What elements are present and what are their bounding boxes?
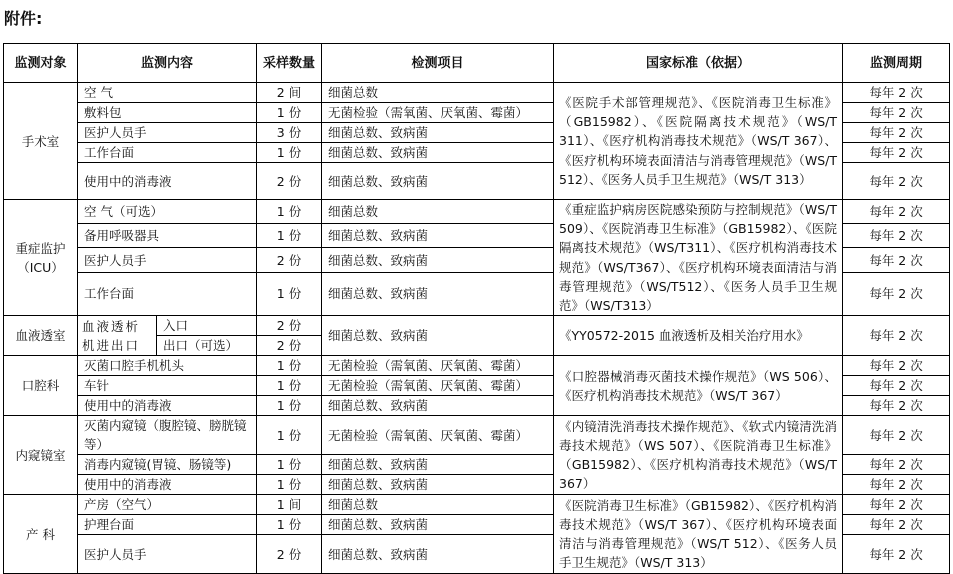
monitor-content: 产房（空气） <box>78 495 257 515</box>
header-content: 监测内容 <box>78 44 257 83</box>
monitor-content: 空 气 <box>78 83 257 103</box>
header-test: 检测项目 <box>322 44 554 83</box>
test-item: 细菌总数、致病菌 <box>322 515 554 535</box>
monitor-period: 每年 2 次 <box>843 123 950 143</box>
monitor-content: 工作台面 <box>78 143 257 163</box>
test-item: 细菌总数、致病菌 <box>322 123 554 143</box>
test-item: 无菌检验（需氧菌、厌氧菌、霉菌） <box>322 416 554 455</box>
header-standard: 国家标准（依据） <box>554 44 843 83</box>
monitor-content: 灭菌内窥镜（腹腔镜、膀胱镜等） <box>78 416 257 455</box>
header-quantity: 采样数量 <box>257 44 322 83</box>
monitor-period: 每年 2 次 <box>843 316 950 356</box>
monitor-period: 每年 2 次 <box>843 248 950 272</box>
monitor-period: 每年 2 次 <box>843 376 950 396</box>
monitor-content: 敷料包 <box>78 103 257 123</box>
sample-quantity: 1 份 <box>257 272 322 316</box>
sample-quantity: 3 份 <box>257 123 322 143</box>
test-item: 细菌总数、致病菌 <box>322 535 554 574</box>
test-item: 细菌总数、致病菌 <box>322 224 554 248</box>
test-item: 细菌总数、致病菌 <box>322 272 554 316</box>
test-item: 细菌总数、致病菌 <box>322 163 554 200</box>
national-standard: 《医院消毒卫生标准》（GB15982）、《医疗机构消毒技术规范》（WS/T 367）、《医疗机构环境表面清洁与消毒管理规范》（WS/T 512）、《医务人员手卫生规范》（WS/T 313） <box>554 495 843 574</box>
monitor-content: 血液透析机进出口 <box>78 316 157 356</box>
monitor-object: 口腔科 <box>4 356 78 416</box>
test-item: 无菌检验（需氧菌、厌氧菌、霉菌） <box>322 376 554 396</box>
monitor-content: 灭菌口腔手机机头 <box>78 356 257 376</box>
monitor-content: 医护人员手 <box>78 535 257 574</box>
monitor-object: 重症监护（ICU） <box>4 200 78 316</box>
header-period: 监测周期 <box>843 44 950 83</box>
test-item: 细菌总数、致病菌 <box>322 316 554 356</box>
test-item: 无菌检验（需氧菌、厌氧菌、霉菌） <box>322 356 554 376</box>
test-item: 细菌总数、致病菌 <box>322 475 554 495</box>
table-row <box>4 416 950 455</box>
test-item: 细菌总数、致病菌 <box>322 143 554 163</box>
monitor-content: 空 气（可选） <box>78 200 257 224</box>
monitor-content: 使用中的消毒液 <box>78 163 257 200</box>
monitor-content: 护理台面 <box>78 515 257 535</box>
sample-quantity: 1 份 <box>257 200 322 224</box>
national-standard: 《内镜清洗消毒技术操作规范》、《软式内镜清洗消毒技术规范》（WS 507）、《医院消毒卫生标准》（GB15982）、《医疗机构消毒技术规范》（WS/T 367） <box>554 416 843 495</box>
monitor-period: 每年 2 次 <box>843 103 950 123</box>
test-item: 细菌总数 <box>322 200 554 224</box>
monitor-period: 每年 2 次 <box>843 495 950 515</box>
monitor-content: 医护人员手 <box>78 123 257 143</box>
test-item: 细菌总数 <box>322 495 554 515</box>
sample-quantity: 2 份 <box>257 535 322 574</box>
sample-quantity: 2 份 <box>257 316 322 336</box>
table-row <box>4 316 950 336</box>
sample-quantity: 1 份 <box>257 515 322 535</box>
sample-quantity: 1 份 <box>257 224 322 248</box>
monitor-period: 每年 2 次 <box>843 224 950 248</box>
sample-quantity: 1 份 <box>257 103 322 123</box>
national-standard: 《重症监护病房医院感染预防与控制规范》（WS/T 509）、《医院消毒卫生标准》（GB15982）、《医院隔离技术规范》（WS/T311）、《医疗机构消毒技术规范》（WS/T367）、《医疗机构环境表面清洁与消毒管理规范》（WS/T512）、《医务人员手卫生规范》（WS/T313） <box>554 200 843 316</box>
monitor-object: 内窥镜室 <box>4 416 78 495</box>
monitor-object: 产 科 <box>4 495 78 574</box>
monitor-content: 使用中的消毒液 <box>78 396 257 416</box>
attachment-title: 附件: <box>4 9 43 28</box>
table-row <box>4 200 950 224</box>
monitor-content: 使用中的消毒液 <box>78 475 257 495</box>
sample-quantity: 1 份 <box>257 143 322 163</box>
table-row <box>4 356 950 376</box>
monitor-period: 每年 2 次 <box>843 416 950 455</box>
monitor-period: 每年 2 次 <box>843 515 950 535</box>
national-standard: 《YY0572-2015 血液透析及相关治疗用水》 <box>554 316 843 356</box>
table-row <box>4 83 950 103</box>
monitor-period: 每年 2 次 <box>843 143 950 163</box>
monitor-period: 每年 2 次 <box>843 83 950 103</box>
sample-quantity: 1 份 <box>257 376 322 396</box>
monitor-period: 每年 2 次 <box>843 356 950 376</box>
header-row <box>4 44 950 83</box>
monitor-period: 每年 2 次 <box>843 475 950 495</box>
national-standard: 《医院手术部管理规范》、《医院消毒卫生标准》（GB15982）、《医院隔离技术规范》（WS/T 311）、《医疗机构消毒技术规范》（WS/T 367）、《医疗机构环境表面清洁与消毒管理规范》（WS/T 512）、《医务人员手卫生规范》（WS/T 313） <box>554 83 843 200</box>
sample-quantity: 1 份 <box>257 356 322 376</box>
sample-quantity: 2 份 <box>257 163 322 200</box>
monitor-object: 血液透室 <box>4 316 78 356</box>
sample-quantity: 1 份 <box>257 455 322 475</box>
sample-quantity: 1 份 <box>257 475 322 495</box>
sample-quantity: 2 份 <box>257 248 322 272</box>
monitor-subcontent: 入口 <box>157 316 257 336</box>
table-row <box>4 495 950 515</box>
monitor-period: 每年 2 次 <box>843 200 950 224</box>
monitor-period: 每年 2 次 <box>843 535 950 574</box>
monitor-object: 手术室 <box>4 83 78 200</box>
test-item: 无菌检验（需氧菌、厌氧菌、霉菌） <box>322 103 554 123</box>
monitor-period: 每年 2 次 <box>843 272 950 316</box>
monitor-period: 每年 2 次 <box>843 396 950 416</box>
sample-quantity: 1 份 <box>257 416 322 455</box>
monitor-content: 医护人员手 <box>78 248 257 272</box>
monitor-content: 工作台面 <box>78 272 257 316</box>
monitor-content: 车针 <box>78 376 257 396</box>
test-item: 细菌总数、致病菌 <box>322 455 554 475</box>
monitor-content: 备用呼吸器具 <box>78 224 257 248</box>
monitor-subcontent: 出口（可选） <box>157 336 257 356</box>
sample-quantity: 1 间 <box>257 495 322 515</box>
sample-quantity: 2 份 <box>257 336 322 356</box>
monitor-period: 每年 2 次 <box>843 455 950 475</box>
sample-quantity: 2 间 <box>257 83 322 103</box>
monitor-period: 每年 2 次 <box>843 163 950 200</box>
test-item: 细菌总数、致病菌 <box>322 248 554 272</box>
test-item: 细菌总数、致病菌 <box>322 396 554 416</box>
sample-quantity: 1 份 <box>257 396 322 416</box>
test-item: 细菌总数 <box>322 83 554 103</box>
monitoring-table <box>3 43 950 574</box>
monitor-content: 消毒内窥镜(胃镜、肠镜等) <box>78 455 257 475</box>
national-standard: 《口腔器械消毒灭菌技术操作规范》（WS 506）、《医疗机构消毒技术规范》（WS/T 367） <box>554 356 843 416</box>
header-object: 监测对象 <box>4 44 78 83</box>
